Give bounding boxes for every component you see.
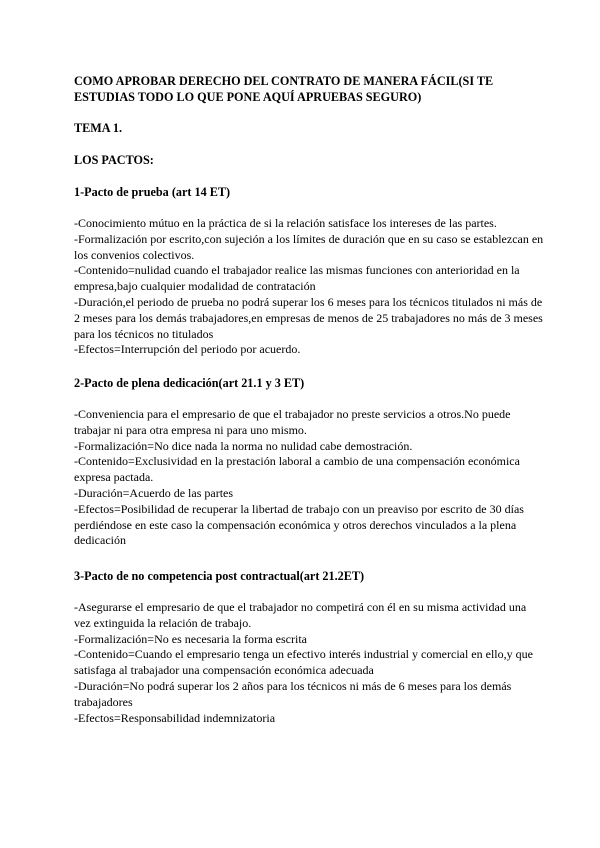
pacto-2-item-contenido: -Contenido=Exclusividad en la prestación laboral a cambio de una compensación económica expresa pactada. [74, 454, 520, 485]
pacto-2-item-conveniencia: -Conveniencia para el empresario de que el trabajador no preste servicios a otros.No puede trabajar ni para otra empresa ni para uno mismo. [74, 407, 511, 437]
pacto-2-heading: 2-Pacto de plena dedicación(art 21.1 y 3 ET) [74, 376, 305, 390]
pacto-3-item-duracion: -Duración=No podrá superar los 2 años para los técnicos ni más de 6 meses para los demás trabajadores [74, 678, 512, 709]
pacto-1-item-formalizacion: -Formalización por escrito,con sujeción a los límites de duración que en su caso se establezcan en los convenios colectivos. [74, 231, 544, 262]
section-heading: LOS PACTOS: [74, 153, 154, 167]
pacto-1-body [74, 216, 544, 358]
pacto-3-item-formalizacion: -Formalización=No es necesaria la forma escrita [74, 631, 307, 646]
pacto-1-item-conocimiento: -Conocimiento mútuo en la práctica de si la relación satisface los intereses de las partes. [74, 216, 497, 230]
pacto-1-item-efectos: -Efectos=Interrupción del periodo por acuerdo. [74, 342, 301, 357]
pacto-2-item-efectos: -Efectos=Posibilidad de recuperar la libertad de trabajo con un preaviso por escrito de 30 días perdiéndose en este caso la compensación económica y otros derechos vinculados a la plena dedicación [74, 501, 524, 548]
pacto-1-item-contenido: -Contenido=nulidad cuando el trabajador realice las mismas funciones con anterioridad en la empresa,bajo cualquier modalidad de contratación [74, 263, 520, 294]
pacto-3-item-efectos: -Efectos=Responsabilidad indemnizatoria [74, 710, 276, 725]
tema-heading: TEMA 1. [74, 121, 123, 135]
pacto-3-item-contenido: -Contenido=Cuando el empresario tenga un efectivo interés industrial y comercial en ello,y que satisfaga al trabajador una compensación económica adecuada [74, 647, 533, 678]
pacto-1-heading: 1-Pacto de prueba (art 14 ET) [74, 185, 231, 199]
pacto-3-item-asegurarse: -Asegurarse el empresario de que el trabajador no competirá con él en su misma actividad una vez extinguida la relación de trabajo. [74, 600, 527, 630]
document-title: COMO APROBAR DERECHO DEL CONTRATO DE MANERA FÁCIL(SI TE ESTUDIAS TODO LO QUE PONE AQUÍ APRUEBAS SEGURO) [74, 74, 494, 104]
pacto-3-heading: 3-Pacto de no competencia post contractual(art 21.2ET) [74, 569, 365, 583]
pacto-2-item-formalizacion: -Formalización=No dice nada la norma no nulidad cabe demostración. [74, 438, 413, 453]
pacto-1-item-duracion: -Duración,el periodo de prueba no podrá superar los 6 meses para los técnicos titulados ni más de 2 meses para los demás trabajadores,en empresas de menos de 25 trabajadores no más de 3 meses para los técnicos no titulados [74, 294, 543, 341]
pacto-2-body [74, 407, 544, 549]
pacto-3-body [74, 600, 544, 726]
pacto-2-item-duracion: -Duración=Acuerdo de las partes [74, 485, 234, 500]
